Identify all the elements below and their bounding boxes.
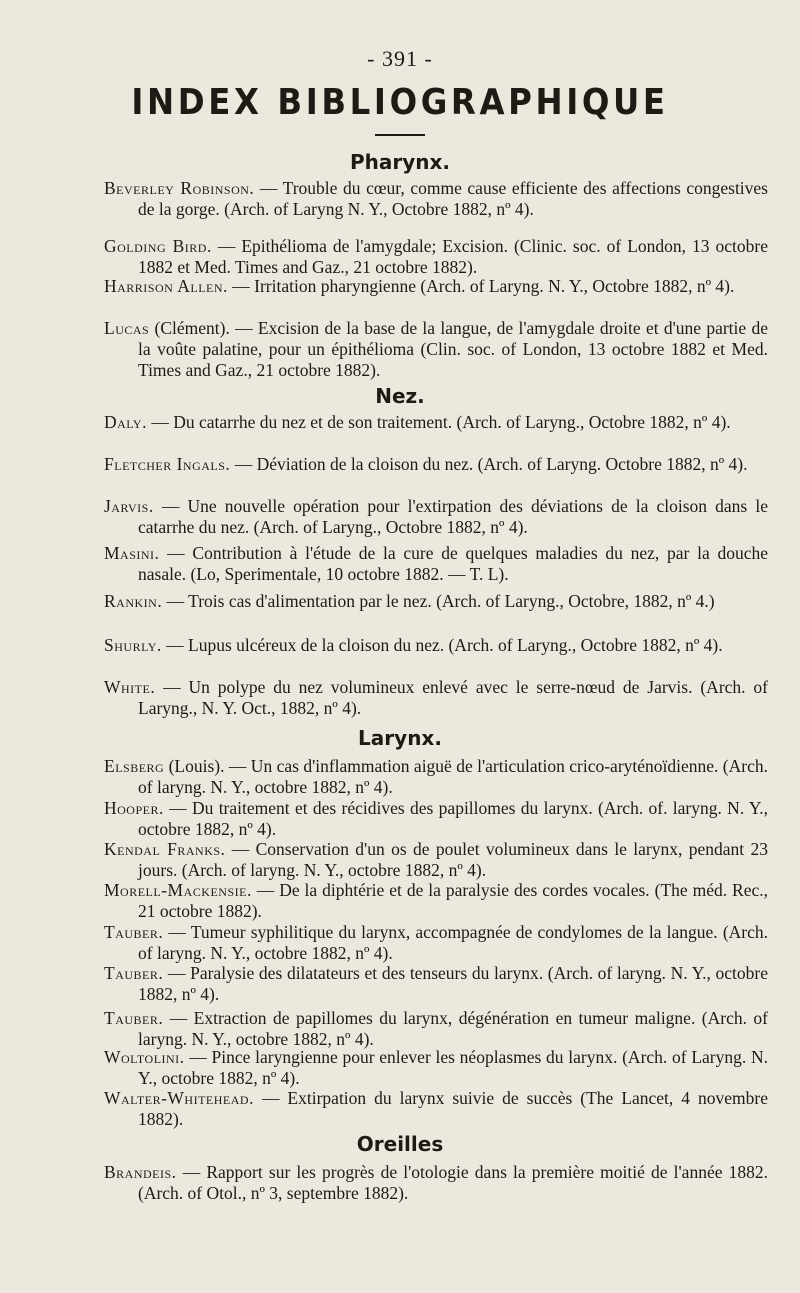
- entry-author: Harrison Allen.: [104, 276, 228, 296]
- bibliography-entry: [104, 963, 768, 1005]
- entry-author: Morell-Mackensie.: [104, 880, 252, 900]
- section-heading-oreilles: Oreilles: [356, 1132, 444, 1156]
- bibliography-entry: [104, 922, 768, 964]
- entry-text: — Trois cas d'alimentation par le nez. (Arch. of Laryng., Octobre, 1882, nº 4.): [162, 591, 715, 611]
- entry-author: Woltolini.: [104, 1047, 185, 1067]
- section-heading-nez: Nez.: [375, 384, 425, 408]
- bibliography-entry: [104, 635, 768, 656]
- entry-author: Rankin.: [104, 591, 163, 611]
- bibliography-entry: [104, 798, 768, 840]
- bibliography-entry: [104, 1008, 768, 1050]
- entry-text: — Lupus ulcéreux de la cloison du nez. (Arch. of Laryng., Octobre 1882, nº 4).: [161, 635, 723, 655]
- entry-text: — Epithélioma de l'amygdale; Excision. (Clinic. soc. of London, 13 octobre 1882 et Med. Times and Gaz., 21 octobre 1882).: [138, 236, 769, 277]
- entry-text: — Un polype du nez volumineux enlevé avec le serre-nœud de Jarvis. (Arch. of Laryng., N. Y. Oct., 1882, nº 4).: [138, 677, 768, 718]
- entry-text: — Trouble du cœur, comme cause efficiente des affections congestives de la gorge. (Arch. of Laryng N. Y., Octobre 1882, nº 4).: [138, 178, 768, 219]
- entry-author: Beverley Robinson.: [104, 178, 255, 198]
- entry-text: (Louis). — Un cas d'inflammation aiguë de l'articulation crico-aryténoïdienne. (Arch. of laryng. N. Y., octobre 1882, nº 4).: [138, 756, 768, 797]
- entry-author: Tauber.: [104, 963, 164, 983]
- entry-author: Kendal Franks.: [104, 839, 226, 859]
- entry-text: — Tumeur syphilitique du larynx, accompagnée de condylomes de la langue. (Arch. of laryng. N. Y., octobre 1882, nº 4).: [138, 922, 768, 963]
- bibliography-entry: [104, 454, 768, 475]
- entry-author: Elsberg: [104, 756, 165, 776]
- entry-text: — Extraction de papillomes du larynx, dégénération en tumeur maligne. (Arch. of laryng. N. Y., octobre 1882, nº 4).: [138, 1008, 768, 1049]
- bibliography-entry: [104, 1162, 768, 1204]
- bibliography-entry: [104, 178, 768, 220]
- entry-text: — Irritation pharyngienne (Arch. of Laryng. N. Y., Octobre 1882, nº 4).: [227, 276, 735, 296]
- entry-text: — Extirpation du larynx suivie de succès (The Lancet, 4 novembre 1882).: [138, 1088, 768, 1129]
- bibliography-entry: [104, 412, 768, 433]
- bibliography-entry: [104, 543, 768, 585]
- entry-author: Golding Bird.: [104, 236, 212, 256]
- entry-author: White.: [104, 677, 156, 697]
- entry-text: — Du traitement et des récidives des papillomes du larynx. (Arch. of. laryng. N. Y., octobre 1882, nº 4).: [138, 798, 768, 839]
- entry-author: Tauber.: [104, 922, 164, 942]
- bibliography-entry: [104, 236, 768, 278]
- entry-author: Walter-Whitehead.: [104, 1088, 254, 1108]
- bibliography-entry: [104, 1047, 768, 1089]
- bibliography-entry: [104, 839, 768, 881]
- entry-author: Shurly.: [104, 635, 162, 655]
- entry-text: — Déviation de la cloison du nez. (Arch. of Laryng. Octobre 1882, nº 4).: [230, 454, 748, 474]
- entry-text: — Du catarrhe du nez et de son traitement. (Arch. of Laryng., Octobre 1882, nº 4).: [146, 412, 731, 432]
- entry-author: Tauber.: [104, 1008, 164, 1028]
- bibliography-entry: [104, 318, 768, 381]
- entry-author: Fletcher Ingals.: [104, 454, 231, 474]
- entry-author: Lucas: [104, 318, 150, 338]
- bibliography-entry: [104, 591, 768, 612]
- bibliography-entry: [104, 496, 768, 538]
- title-rule: [375, 134, 425, 136]
- entry-text: — Rapport sur les progrès de l'otologie dans la première moitié de l'année 1882. (Arch. of Otol., nº 3, septembre 1882).: [138, 1162, 768, 1203]
- entry-author: Daly.: [104, 412, 147, 432]
- entry-author: Masini.: [104, 543, 160, 563]
- entry-author: Brandeis.: [104, 1162, 177, 1182]
- bibliography-entry: [104, 276, 768, 297]
- entry-text: — Conservation d'un os de poulet volumineux dans le larynx, pendant 23 jours. (Arch. of laryng. N. Y., octobre 1882, nº 4).: [138, 839, 768, 880]
- entry-text: — Une nouvelle opération pour l'extirpation des déviations de la cloison dans le catarrhe du nez. (Arch. of Laryng., Octobre 1882, nº 4).: [138, 496, 768, 537]
- section-heading-larynx: Larynx.: [358, 726, 442, 750]
- entry-text: — Paralysie des dilatateurs et des tenseurs du larynx. (Arch. of laryng. N. Y., octobre 1882, nº 4).: [138, 963, 768, 1004]
- entry-text: — Contribution à l'étude de la cure de quelques maladies du nez, par la douche nasale. (Lo, Sperimentale, 10 octobre 1882. — T. L).: [138, 543, 768, 584]
- entry-text: — Pince laryngienne pour enlever les néoplasmes du larynx. (Arch. of Laryng. N. Y., octobre 1882, nº 4).: [138, 1047, 768, 1088]
- entry-author: Jarvis.: [104, 496, 154, 516]
- page-number: - 391 -: [367, 46, 433, 71]
- section-heading-pharynx: Pharynx.: [349, 150, 451, 174]
- bibliography-entry: [104, 756, 768, 798]
- entry-author: Hooper.: [104, 798, 164, 818]
- entry-text: (Clément). — Excision de la base de la langue, de l'amygdale droite et d'une partie de la voûte palatine, pour un épithélioma (Clin. soc. of London, 13 octobre 1882 et Med. Times and Gaz., 21 octobre 1882).: [138, 318, 768, 380]
- entry-text: — De la diphtérie et de la paralysie des cordes vocales. (The méd. Rec., 21 octobre 1882).: [138, 880, 768, 921]
- page-title: INDEX BIBLIOGRAPHIQUE: [131, 82, 669, 123]
- bibliography-entry: [104, 677, 768, 719]
- bibliography-entry: [104, 880, 768, 922]
- bibliography-entry: [104, 1088, 768, 1130]
